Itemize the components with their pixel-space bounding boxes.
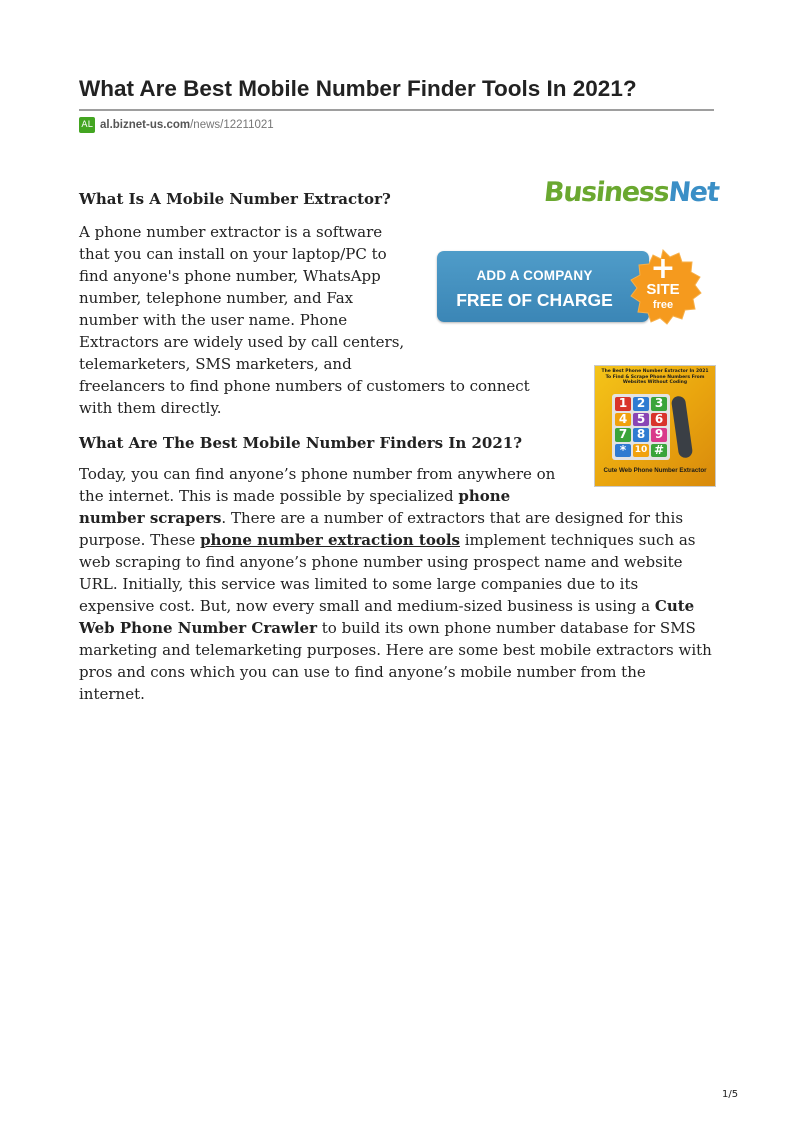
logo-word-business: Business	[542, 177, 671, 208]
page-number: 1/5	[722, 1089, 739, 1100]
key-hash: #	[651, 444, 667, 458]
key-4: 4	[615, 413, 631, 427]
key-6: 6	[651, 413, 667, 427]
key-2: 2	[633, 397, 649, 411]
title-divider	[79, 109, 714, 111]
paragraph-extractor-definition: A phone number extractor is a software that you can install on your laptop/PC to find anyone's phone number, WhatsApp number, telephone number, and Fax number with the user name. Phone Extractors are widely used by call centers, telemarketers, SMS marketers, and freelancers to find phone numbers of customers to connect with them directly.	[79, 223, 530, 417]
bold-cute-web-phone-number-crawler: Cute Web Phone Number Crawler	[79, 597, 695, 637]
source-line	[79, 116, 274, 134]
product-image-caption: Cute Web Phone Number Extractor	[603, 467, 707, 474]
logo-word-net: Net	[666, 177, 721, 208]
bold-phone-number-scrapers: phone number scrapers	[79, 487, 511, 527]
page-title: What Are Best Mobile Number Finder Tools In 2021?	[79, 76, 637, 101]
article-body	[79, 178, 714, 716]
heading-mobile-number-extractor: What Is A Mobile Number Extractor?	[79, 190, 391, 208]
site-favicon-icon: AL	[79, 117, 95, 133]
banner-line-free: FREE OF CHARGE	[456, 290, 613, 310]
key-7: 7	[615, 428, 631, 442]
source-domain[interactable]: al.biznet-us.com	[100, 119, 191, 131]
key-9: 9	[651, 428, 667, 442]
banner-line-add-company: ADD A COMPANY	[476, 268, 593, 283]
key-star: *	[615, 444, 631, 458]
product-image-headline: The Best Phone Number Extractor In 2021 To Find & Scrape Phone Numbers From Websites Without Coding	[601, 369, 709, 385]
key-8: 8	[633, 428, 649, 442]
key-3: 3	[651, 397, 667, 411]
badge-site: SITE	[646, 281, 680, 298]
source-path[interactable]: /news/12211021	[190, 119, 274, 131]
key-5: 5	[633, 413, 649, 427]
link-phone-number-extraction-tools[interactable]: phone number extraction tools	[200, 531, 460, 549]
heading-best-mobile-number-finders: What Are The Best Mobile Number Finders In 2021?	[79, 434, 523, 452]
badge-plus: +	[650, 251, 676, 286]
key-10: 10	[633, 444, 649, 458]
paragraph-best-finders: Today, you can find anyone’s phone number from anywhere on the internet. This is made possible by specialized phone number scrapers. There are a number of extractors that are designed for this purpose. These phone number extraction tools implement techniques such as web scraping to find anyone’s phone number using prospect name and website URL. Initially, this service was limited to some large companies due to its expensive cost. But, now every small and medium-sized business is using a Cute Web Phone Number Crawler to build its own phone number database for SMS marketing and telemarketing purposes. Here are some best mobile extractors with pros and cons which you can use to find anyone’s mobile number from the internet.	[79, 465, 712, 703]
badge-free: free	[652, 299, 674, 311]
key-1: 1	[615, 397, 631, 411]
